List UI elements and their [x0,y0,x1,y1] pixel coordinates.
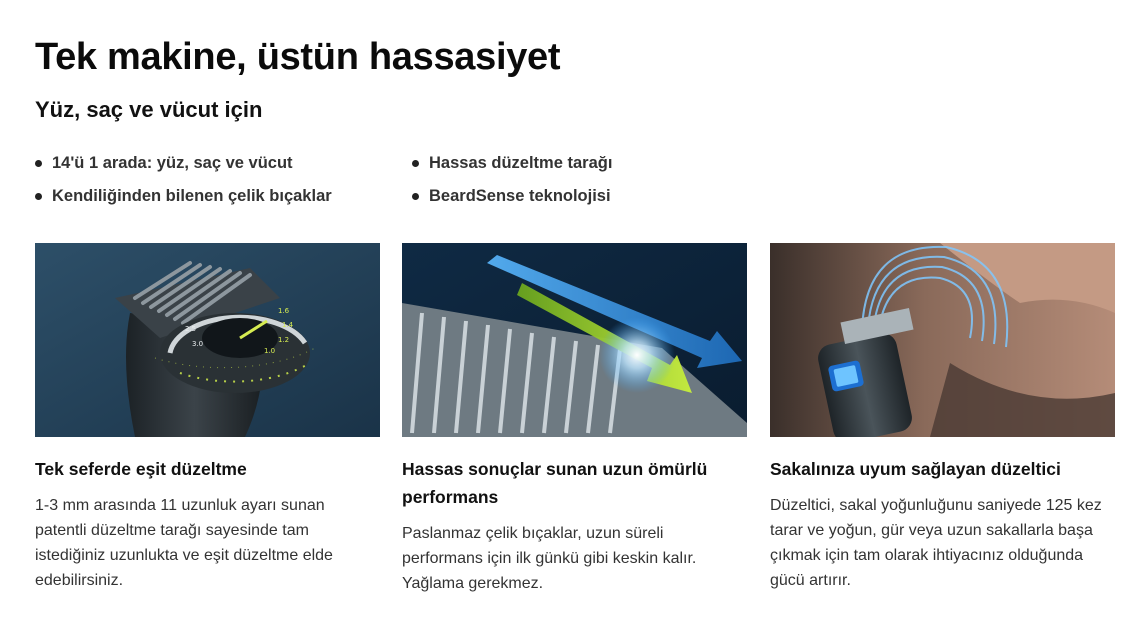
feature-label: 14'ü 1 arada: yüz, saç ve vücut [52,154,293,172]
feature-item [412,152,792,174]
dial-label: 1.0 [264,347,276,355]
bullet-icon [35,193,42,200]
feature-card-beardsense [770,243,1115,593]
card-text: Paslanmaz çelik bıçaklar, uzun süreli performans için ilk günkü gibi keskin kalır. Yağlama gerekmez. [402,525,697,592]
card-title: Hassas sonuçlar sunan uzun ömürlü performans [402,459,708,507]
feature-item [35,185,412,207]
feature-label: BeardSense teknolojisi [429,187,611,205]
page-subtitle: Yüz, saç ve vücut için [35,97,263,122]
feature-label: Hassas düzeltme tarağı [429,154,613,172]
card-title: Tek seferde eşit düzeltme [35,459,247,479]
feature-list [35,152,795,207]
beardsense-image [770,243,1115,437]
bullet-icon [412,160,419,167]
card-text: 1-3 mm arasında 11 uzunluk ayarı sunan patentli düzeltme tarağı sayesinde tam istediğiniz uzunlukta ve eşit düzeltme elde edebilirsiniz. [35,497,333,589]
beard-illustration [770,243,1115,437]
trimmer-comb-image [35,243,380,437]
dial-label: 1.6 [278,307,290,315]
dial-label: 1.2 [278,336,290,344]
feature-item [35,152,412,174]
dial-label: 2.5 [185,325,197,333]
bullet-icon [35,160,42,167]
dial-label: 1.4 [282,321,294,329]
feature-item [412,185,792,207]
steel-blades-image [402,243,747,437]
page-title: Tek makine, üstün hassasiyet [35,36,561,78]
bullet-icon [412,193,419,200]
feature-card-trim [35,243,380,593]
feature-label: Kendiliğinden bilenen çelik bıçaklar [52,187,332,205]
dial-label: 3.0 [192,340,204,348]
card-title: Sakalınıza uyum sağlayan düzeltici [770,459,1061,479]
trimmer-dial-illustration [35,243,380,437]
feature-card-blades [402,243,747,596]
blade-illustration [402,243,747,437]
card-text: Düzeltici, sakal yoğunluğunu saniyede 125 kez tarar ve yoğun, gür veya uzun sakallarla başa çıkmak için tam olarak ihtiyacınız olduğunda gücü artırır. [770,497,1102,589]
